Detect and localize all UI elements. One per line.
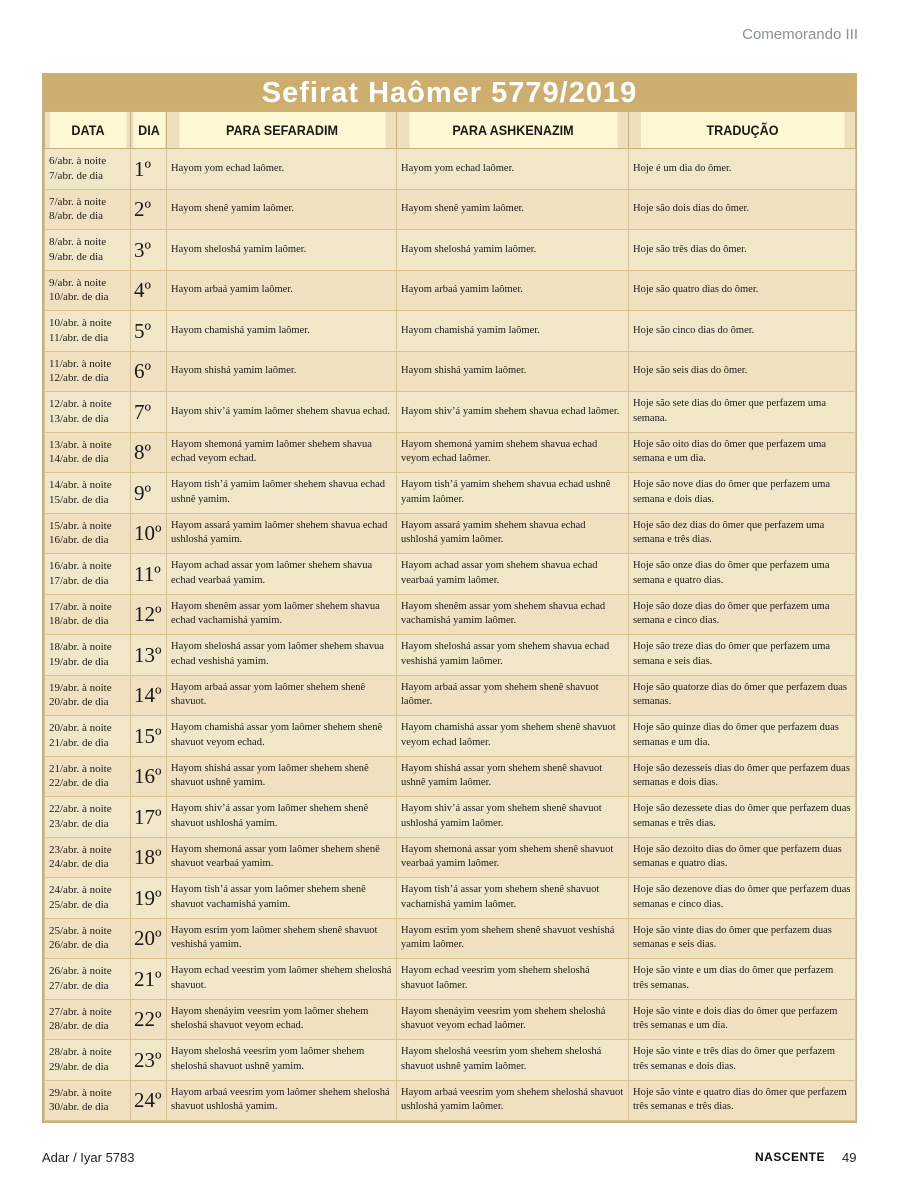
day-number: 9º <box>131 473 167 514</box>
date-day: 18/abr. de dia <box>49 615 109 628</box>
date-day: 11/abr. de dia <box>49 331 109 344</box>
date-cell <box>45 959 131 1000</box>
date-cell <box>45 878 131 919</box>
date-cell <box>45 230 131 271</box>
date-day: 12/abr. de dia <box>49 372 109 385</box>
day-number: 1º <box>131 149 167 190</box>
table-row <box>45 473 856 514</box>
date-day: 25/abr. de dia <box>49 898 109 911</box>
date-day: 7/abr. de dia <box>49 169 104 182</box>
section-label: Comemorando III <box>742 26 858 43</box>
translation-text: Hoje são dezenove dias do ômer que perfazem duas semanas e cinco dias. <box>629 878 856 919</box>
column-header-traducao: TRADUÇÃO <box>640 112 844 149</box>
translation-text: Hoje são quinze dias do ômer que perfazem duas semanas e um dia. <box>629 716 856 757</box>
date-evening: 28/abr. à noite <box>49 1046 112 1059</box>
translation-text: Hoje são dezoito dias do ômer que perfazem duas semanas e quatro dias. <box>629 837 856 878</box>
ashkenazim-text: Hayom sheloshá assar yom shehem shavua echad veshishá yamim laômer. <box>397 635 629 676</box>
date-day: 19/abr. de dia <box>49 655 109 668</box>
column-header-ashkenazim: PARA ASHKENAZIM <box>408 112 617 149</box>
translation-text: Hoje são dezessete dias do ômer que perfazem duas semanas e três dias. <box>629 797 856 838</box>
ashkenazim-text: Hayom echad veesrim yom shehem sheloshá shavuot laômer. <box>397 959 629 1000</box>
table-row <box>45 1080 856 1121</box>
date-cell <box>45 756 131 797</box>
translation-text: Hoje são nove dias do ômer que perfazem uma semana e dois dias. <box>629 473 856 514</box>
sefaradim-text: Hayom achad assar yom laômer shehem shavua echad vearbaá yamim. <box>167 554 397 595</box>
date-evening: 21/abr. à noite <box>49 762 112 775</box>
ashkenazim-text: Hayom sheloshá veesrim yom shehem sheloshá shavuot ushnê yamim laômer. <box>397 1040 629 1081</box>
sefaradim-text: Hayom echad veesrim yom laômer shehem sheloshá shavuot. <box>167 959 397 1000</box>
date-day: 22/abr. de dia <box>49 777 109 790</box>
translation-text: Hoje são dezesseis dias do ômer que perfazem duas semanas e dois dias. <box>629 756 856 797</box>
page-number: 49 <box>842 1150 857 1165</box>
sefaradim-text: Hayom shiv’á assar yom laômer shehem shenê shavuot ushloshá yamim. <box>167 797 397 838</box>
translation-text: Hoje são sete dias do ômer que perfazem uma semana. <box>629 392 856 433</box>
translation-text: Hoje são vinte e quatro dias do ômer que perfazem três semanas e três dias. <box>629 1080 856 1121</box>
table-row <box>45 635 856 676</box>
sefaradim-text: Hayom shiv’á yamim laômer shehem shavua echad. <box>167 392 397 433</box>
day-number: 18º <box>131 837 167 878</box>
day-number: 11º <box>131 554 167 595</box>
date-cell <box>45 1040 131 1081</box>
date-evening: 13/abr. à noite <box>49 438 112 451</box>
table-row <box>45 311 856 352</box>
date-evening: 25/abr. à noite <box>49 924 112 937</box>
date-cell <box>45 1080 131 1121</box>
table-title-bar <box>44 75 855 111</box>
table-row <box>45 918 856 959</box>
sefaradim-text: Hayom shishá assar yom laômer shehem shenê shavuot ushnê yamim. <box>167 756 397 797</box>
table-row <box>45 878 856 919</box>
day-number: 20º <box>131 918 167 959</box>
table-header-row <box>45 112 856 149</box>
date-day: 9/abr. de dia <box>49 250 104 263</box>
ashkenazim-text: Hayom chamishá yamim laômer. <box>397 311 629 352</box>
date-day: 14/abr. de dia <box>49 453 109 466</box>
date-day: 27/abr. de dia <box>49 979 109 992</box>
date-evening: 24/abr. à noite <box>49 884 112 897</box>
day-number: 21º <box>131 959 167 1000</box>
date-cell <box>45 999 131 1040</box>
translation-text: Hoje são quatro dias do ômer. <box>629 270 856 311</box>
date-cell <box>45 918 131 959</box>
day-number: 24º <box>131 1080 167 1121</box>
ashkenazim-text: Hayom shemoná yamim shehem shavua echad veyom echad laômer. <box>397 432 629 473</box>
translation-text: Hoje são doze dias do ômer que perfazem uma semana e cinco dias. <box>629 594 856 635</box>
date-evening: 8/abr. à noite <box>49 236 107 249</box>
ashkenazim-text: Hayom tish’á yamim shehem shavua echad ushnê yamim laômer. <box>397 473 629 514</box>
date-evening: 18/abr. à noite <box>49 641 112 654</box>
date-evening: 20/abr. à noite <box>49 722 112 735</box>
table-row <box>45 351 856 392</box>
date-cell <box>45 189 131 230</box>
table-row <box>45 149 856 190</box>
table-row <box>45 230 856 271</box>
sefaradim-text: Hayom shenê yamim laômer. <box>167 189 397 230</box>
date-cell <box>45 554 131 595</box>
day-number: 22º <box>131 999 167 1040</box>
sefaradim-text: Hayom arbaá yamim laômer. <box>167 270 397 311</box>
date-cell <box>45 149 131 190</box>
date-cell <box>45 797 131 838</box>
table-row <box>45 756 856 797</box>
date-cell <box>45 311 131 352</box>
table-row <box>45 1040 856 1081</box>
date-day: 8/abr. de dia <box>49 210 104 223</box>
footer-issue: Adar / Iyar 5783 <box>42 1150 135 1165</box>
ashkenazim-text: Hayom shenêm assar yom shehem shavua echad vachamishá yamim laômer. <box>397 594 629 635</box>
ashkenazim-text: Hayom shemoná assar yom shehem shenê shavuot vearbaá yamim laômer. <box>397 837 629 878</box>
date-day: 20/abr. de dia <box>49 696 109 709</box>
omer-table <box>44 111 856 1121</box>
translation-text: Hoje são vinte e três dias do ômer que perfazem três semanas e dois dias. <box>629 1040 856 1081</box>
date-evening: 16/abr. à noite <box>49 560 112 573</box>
table-row <box>45 837 856 878</box>
date-evening: 17/abr. à noite <box>49 600 112 613</box>
sefaradim-text: Hayom sheloshá veesrim yom laômer shehem sheloshá shavuot ushnê yamim. <box>167 1040 397 1081</box>
ashkenazim-text: Hayom chamishá assar yom shehem shenê shavuot veyom echad laômer. <box>397 716 629 757</box>
day-number: 17º <box>131 797 167 838</box>
publication-logo: NASCENTE <box>755 1150 826 1164</box>
date-cell <box>45 837 131 878</box>
date-evening: 14/abr. à noite <box>49 479 112 492</box>
translation-text: Hoje são vinte e um dias do ômer que perfazem três semanas. <box>629 959 856 1000</box>
date-cell <box>45 716 131 757</box>
translation-text: Hoje é um dia do ômer. <box>629 149 856 190</box>
date-cell <box>45 432 131 473</box>
date-day: 28/abr. de dia <box>49 1020 109 1033</box>
ashkenazim-text: Hayom tish’á assar yom shehem shenê shavuot vachamishá yamim laômer. <box>397 878 629 919</box>
date-evening: 15/abr. à noite <box>49 519 112 532</box>
date-evening: 7/abr. à noite <box>49 195 107 208</box>
column-header-dia: DIA <box>132 112 164 149</box>
day-number: 3º <box>131 230 167 271</box>
date-cell <box>45 351 131 392</box>
table-row <box>45 999 856 1040</box>
date-day: 23/abr. de dia <box>49 817 109 830</box>
column-header-sefaradim: PARA SEFARADIM <box>178 112 385 149</box>
sefaradim-text: Hayom sheloshá assar yom laômer shehem shavua echad veshishá yamim. <box>167 635 397 676</box>
date-evening: 10/abr. à noite <box>49 317 112 330</box>
translation-text: Hoje são quatorze dias do ômer que perfazem duas semanas. <box>629 675 856 716</box>
date-cell <box>45 513 131 554</box>
table-row <box>45 716 856 757</box>
translation-text: Hoje são vinte dias do ômer que perfazem duas semanas e seis dias. <box>629 918 856 959</box>
ashkenazim-text: Hayom achad assar yom shehem shavua echad vearbaá yamim laômer. <box>397 554 629 595</box>
table-row <box>45 797 856 838</box>
sefaradim-text: Hayom assará yamim laômer shehem shavua echad ushloshá yamim. <box>167 513 397 554</box>
date-cell <box>45 392 131 433</box>
sefaradim-text: Hayom shemoná yamim laômer shehem shavua echad veyom echad. <box>167 432 397 473</box>
table-row <box>45 270 856 311</box>
day-number: 4º <box>131 270 167 311</box>
date-cell <box>45 635 131 676</box>
sefaradim-text: Hayom tish’á assar yom laômer shehem shenê shavuot vachamishá yamim. <box>167 878 397 919</box>
sefaradim-text: Hayom shenáyim veesrim yom laômer shehem sheloshá shavuot veyom echad. <box>167 999 397 1040</box>
translation-text: Hoje são dez dias do ômer que perfazem uma semana e três dias. <box>629 513 856 554</box>
day-number: 16º <box>131 756 167 797</box>
date-day: 26/abr. de dia <box>49 939 109 952</box>
ashkenazim-text: Hayom sheloshá yamim laômer. <box>397 230 629 271</box>
date-evening: 29/abr. à noite <box>49 1086 112 1099</box>
translation-text: Hoje são oito dias do ômer que perfazem uma semana e um dia. <box>629 432 856 473</box>
date-day: 21/abr. de dia <box>49 736 109 749</box>
translation-text: Hoje são cinco dias do ômer. <box>629 311 856 352</box>
date-evening: 22/abr. à noite <box>49 803 112 816</box>
sefaradim-text: Hayom chamishá assar yom laômer shehem shenê shavuot veyom echad. <box>167 716 397 757</box>
translation-text: Hoje são seis dias do ômer. <box>629 351 856 392</box>
date-evening: 19/abr. à noite <box>49 681 112 694</box>
omer-table-container <box>42 73 857 1123</box>
table-row <box>45 675 856 716</box>
sefaradim-text: Hayom arbaá assar yom laômer shehem shenê shavuot. <box>167 675 397 716</box>
table-row <box>45 959 856 1000</box>
sefaradim-text: Hayom shishá yamim laômer. <box>167 351 397 392</box>
ashkenazim-text: Hayom arbaá assar yom shehem shenê shavuot laômer. <box>397 675 629 716</box>
day-number: 13º <box>131 635 167 676</box>
date-day: 16/abr. de dia <box>49 534 109 547</box>
ashkenazim-text: Hayom esrim yom shehem shenê shavuot veshishá yamim laômer. <box>397 918 629 959</box>
translation-text: Hoje são onze dias do ômer que perfazem uma semana e quatro dias. <box>629 554 856 595</box>
date-evening: 23/abr. à noite <box>49 843 112 856</box>
day-number: 15º <box>131 716 167 757</box>
date-evening: 6/abr. à noite <box>49 155 107 168</box>
day-number: 14º <box>131 675 167 716</box>
date-day: 10/abr. de dia <box>49 291 109 304</box>
day-number: 6º <box>131 351 167 392</box>
ashkenazim-text: Hayom arbaá veesrim yom shehem sheloshá shavuot ushloshá yamim laômer. <box>397 1080 629 1121</box>
day-number: 5º <box>131 311 167 352</box>
date-evening: 11/abr. à noite <box>49 357 112 370</box>
sefaradim-text: Hayom tish’á yamim laômer shehem shavua echad ushnê yamim. <box>167 473 397 514</box>
sefaradim-text: Hayom sheloshá yamim laômer. <box>167 230 397 271</box>
table-row <box>45 513 856 554</box>
date-cell <box>45 675 131 716</box>
day-number: 10º <box>131 513 167 554</box>
ashkenazim-text: Hayom yom echad laômer. <box>397 149 629 190</box>
sefaradim-text: Hayom yom echad laômer. <box>167 149 397 190</box>
translation-text: Hoje são três dias do ômer. <box>629 230 856 271</box>
date-day: 30/abr. de dia <box>49 1101 109 1114</box>
table-row <box>45 189 856 230</box>
date-day: 17/abr. de dia <box>49 574 109 587</box>
day-number: 19º <box>131 878 167 919</box>
sefaradim-text: Hayom arbaá veesrim yom laômer shehem sheloshá shavuot ushloshá yamim. <box>167 1080 397 1121</box>
date-day: 15/abr. de dia <box>49 493 109 506</box>
sefaradim-text: Hayom shenêm assar yom laômer shehem shavua echad vachamishá yamim. <box>167 594 397 635</box>
date-cell <box>45 270 131 311</box>
translation-text: Hoje são treze dias do ômer que perfazem uma semana e seis dias. <box>629 635 856 676</box>
day-number: 12º <box>131 594 167 635</box>
sefaradim-text: Hayom chamishá yamim laômer. <box>167 311 397 352</box>
date-day: 13/abr. de dia <box>49 412 109 425</box>
day-number: 23º <box>131 1040 167 1081</box>
translation-text: Hoje são vinte e dois dias do ômer que perfazem três semanas e um dia. <box>629 999 856 1040</box>
day-number: 8º <box>131 432 167 473</box>
day-number: 7º <box>131 392 167 433</box>
ashkenazim-text: Hayom arbaá yamim laômer. <box>397 270 629 311</box>
table-row <box>45 392 856 433</box>
column-header-data: DATA <box>49 112 126 149</box>
date-evening: 27/abr. à noite <box>49 1005 112 1018</box>
translation-text: Hoje são dois dias do ômer. <box>629 189 856 230</box>
table-row <box>45 594 856 635</box>
ashkenazim-text: Hayom shenáyim veesrim yom shehem sheloshá shavuot veyom echad laômer. <box>397 999 629 1040</box>
table-row <box>45 432 856 473</box>
ashkenazim-text: Hayom shenê yamim laômer. <box>397 189 629 230</box>
date-cell <box>45 594 131 635</box>
day-number: 2º <box>131 189 167 230</box>
sefaradim-text: Hayom shemoná assar yom laômer shehem shenê shavuot vearbaá yamim. <box>167 837 397 878</box>
date-day: 24/abr. de dia <box>49 858 109 871</box>
date-evening: 9/abr. à noite <box>49 276 107 289</box>
ashkenazim-text: Hayom shiv’á assar yom shehem shenê shavuot ushloshá yamim laômer. <box>397 797 629 838</box>
ashkenazim-text: Hayom shishá yamim laômer. <box>397 351 629 392</box>
table-title: Sefirat Haômer 5779/2019 <box>261 76 638 109</box>
ashkenazim-text: Hayom assará yamim shehem shavua echad ushloshá yamim laômer. <box>397 513 629 554</box>
table-row <box>45 554 856 595</box>
ashkenazim-text: Hayom shishá assar yom shehem shenê shavuot ushnê yamim laômer. <box>397 756 629 797</box>
ashkenazim-text: Hayom shiv’á yamim shehem shavua echad laômer. <box>397 392 629 433</box>
date-evening: 12/abr. à noite <box>49 398 112 411</box>
date-day: 29/abr. de dia <box>49 1060 109 1073</box>
date-cell <box>45 473 131 514</box>
sefaradim-text: Hayom esrim yom laômer shehem shenê shavuot veshishá yamim. <box>167 918 397 959</box>
date-evening: 26/abr. à noite <box>49 965 112 978</box>
